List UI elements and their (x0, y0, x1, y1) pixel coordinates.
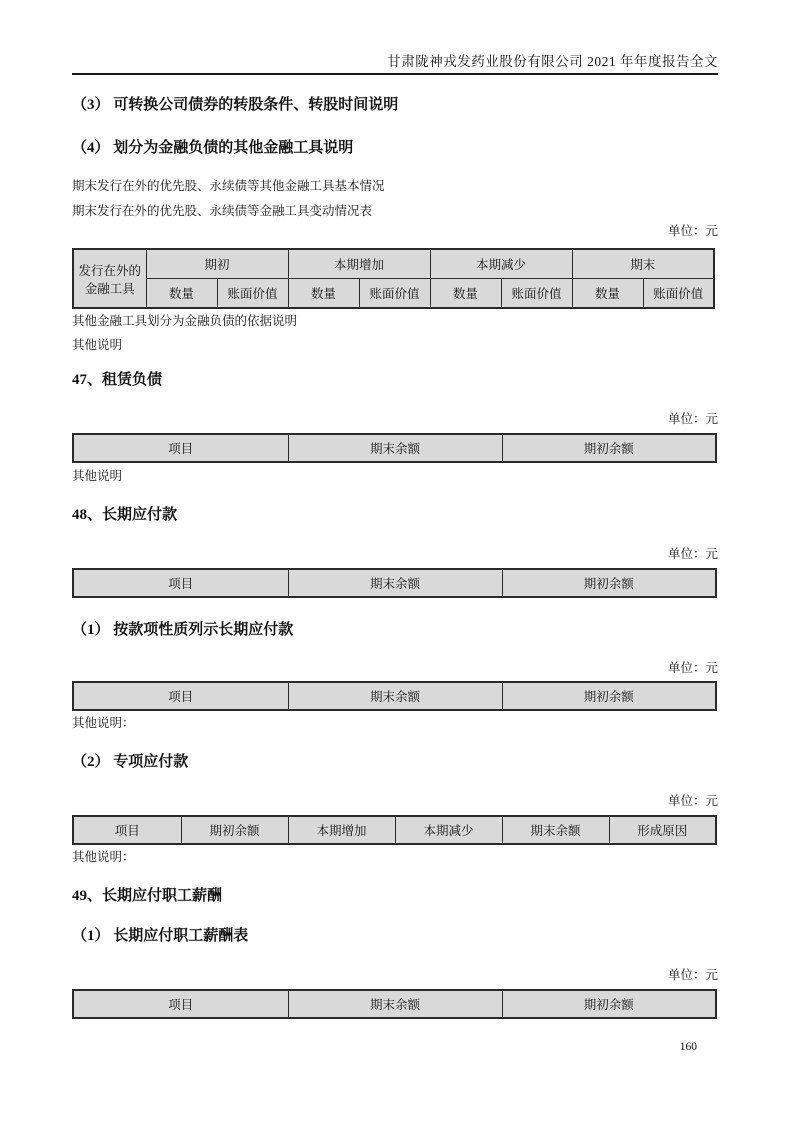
header-cell-increase: 本期增加 (288, 816, 395, 844)
heading-ltec-table: （1） 长期应付职工薪酬表 (72, 928, 249, 944)
page-number: 160 (679, 1041, 697, 1053)
paragraph-lease-note: 其他说明 (72, 469, 123, 483)
unit-label-5: 单位：元 (667, 794, 718, 808)
header-cell-item: 项目 (73, 434, 288, 462)
ltec-table (72, 989, 717, 1019)
unit-label-2: 单位：元 (667, 412, 718, 426)
header-cell-qty: 数量 (288, 278, 359, 308)
header-cell-ending-balance: 期末余额 (502, 816, 609, 844)
header-cell-ending-balance: 期末余额 (288, 569, 502, 597)
special-payables-table (72, 815, 717, 845)
ltp-by-nature-table (72, 681, 717, 711)
header-cell-decrease: 本期减少 (395, 816, 502, 844)
report-title: 甘肃陇神戎发药业股份有限公司 2021 年年度报告全文 (387, 54, 718, 69)
page-header (72, 50, 718, 70)
header-cell-beginning-balance: 期初余额 (181, 816, 288, 844)
header-cell-group-increase: 本期增加 (288, 249, 430, 278)
header-cell-beginning-balance: 期初余额 (502, 569, 716, 597)
heading-long-term-payables: 48、长期应付款 (72, 507, 178, 523)
header-cell-group-decrease: 本期减少 (430, 249, 572, 278)
header-cell-qty: 数量 (572, 278, 643, 308)
paragraph-special-payables-note: 其他说明： (72, 850, 135, 864)
header-cell-group-ending: 期末 (572, 249, 714, 278)
header-cell-item: 项目 (73, 682, 288, 710)
header-cell-reason: 形成原因 (609, 816, 716, 844)
corner-label-line2: 金融工具 (84, 281, 135, 296)
paragraph-ltp-note: 其他说明： (72, 716, 135, 730)
header-cell-group-beginning: 期初 (146, 249, 288, 278)
header-cell-qty: 数量 (146, 278, 217, 308)
header-cell-beginning-balance: 期初余额 (502, 990, 716, 1018)
heading-long-term-employee-comp: 49、长期应付职工薪酬 (72, 888, 223, 904)
heading-lease-liabilities: 47、租赁负债 (72, 372, 163, 388)
header-rule (72, 73, 718, 75)
unit-label-3: 单位：元 (667, 547, 718, 561)
long-term-payables-table (72, 568, 717, 598)
header-cell-value: 账面价值 (643, 278, 714, 308)
paragraph-ofi-basis-note: 其他金融工具划分为金融负债的依据说明 (72, 314, 298, 328)
header-cell-value: 账面价值 (501, 278, 572, 308)
header-cell-corner (73, 249, 146, 308)
header-cell-value: 账面价值 (217, 278, 288, 308)
paragraph-ofi-changes: 期末发行在外的优先股、永续债等金融工具变动情况表 (72, 204, 373, 218)
corner-label-line1: 发行在外的 (78, 263, 141, 278)
financial-instruments-table (72, 248, 715, 309)
header-cell-ending-balance: 期末余额 (288, 682, 502, 710)
unit-label-1: 单位：元 (667, 224, 718, 238)
lease-liabilities-table (72, 433, 717, 463)
header-cell-ending-balance: 期末余额 (288, 990, 502, 1018)
header-cell-item: 项目 (73, 990, 288, 1018)
heading-convertible-bonds: （3） 可转换公司债券的转股条件、转股时间说明 (72, 97, 399, 113)
header-cell-ending-balance: 期末余额 (288, 434, 502, 462)
header-cell-beginning-balance: 期初余额 (502, 434, 716, 462)
header-cell-item: 项目 (73, 816, 181, 844)
heading-ltp-by-nature: （1） 按款项性质列示长期应付款 (72, 622, 294, 638)
heading-other-financial-instruments: （4） 划分为金融负债的其他金融工具说明 (72, 140, 354, 156)
paragraph-ofi-basic: 期末发行在外的优先股、永续债等其他金融工具基本情况 (72, 179, 385, 193)
header-cell-item: 项目 (73, 569, 288, 597)
header-cell-beginning-balance: 期初余额 (502, 682, 716, 710)
unit-label-4: 单位：元 (667, 661, 718, 675)
paragraph-ofi-other-note: 其他说明 (72, 338, 123, 352)
unit-label-6: 单位：元 (667, 968, 718, 982)
heading-special-payables: （2） 专项应付款 (72, 754, 189, 770)
header-cell-value: 账面价值 (359, 278, 430, 308)
header-cell-qty: 数量 (430, 278, 501, 308)
